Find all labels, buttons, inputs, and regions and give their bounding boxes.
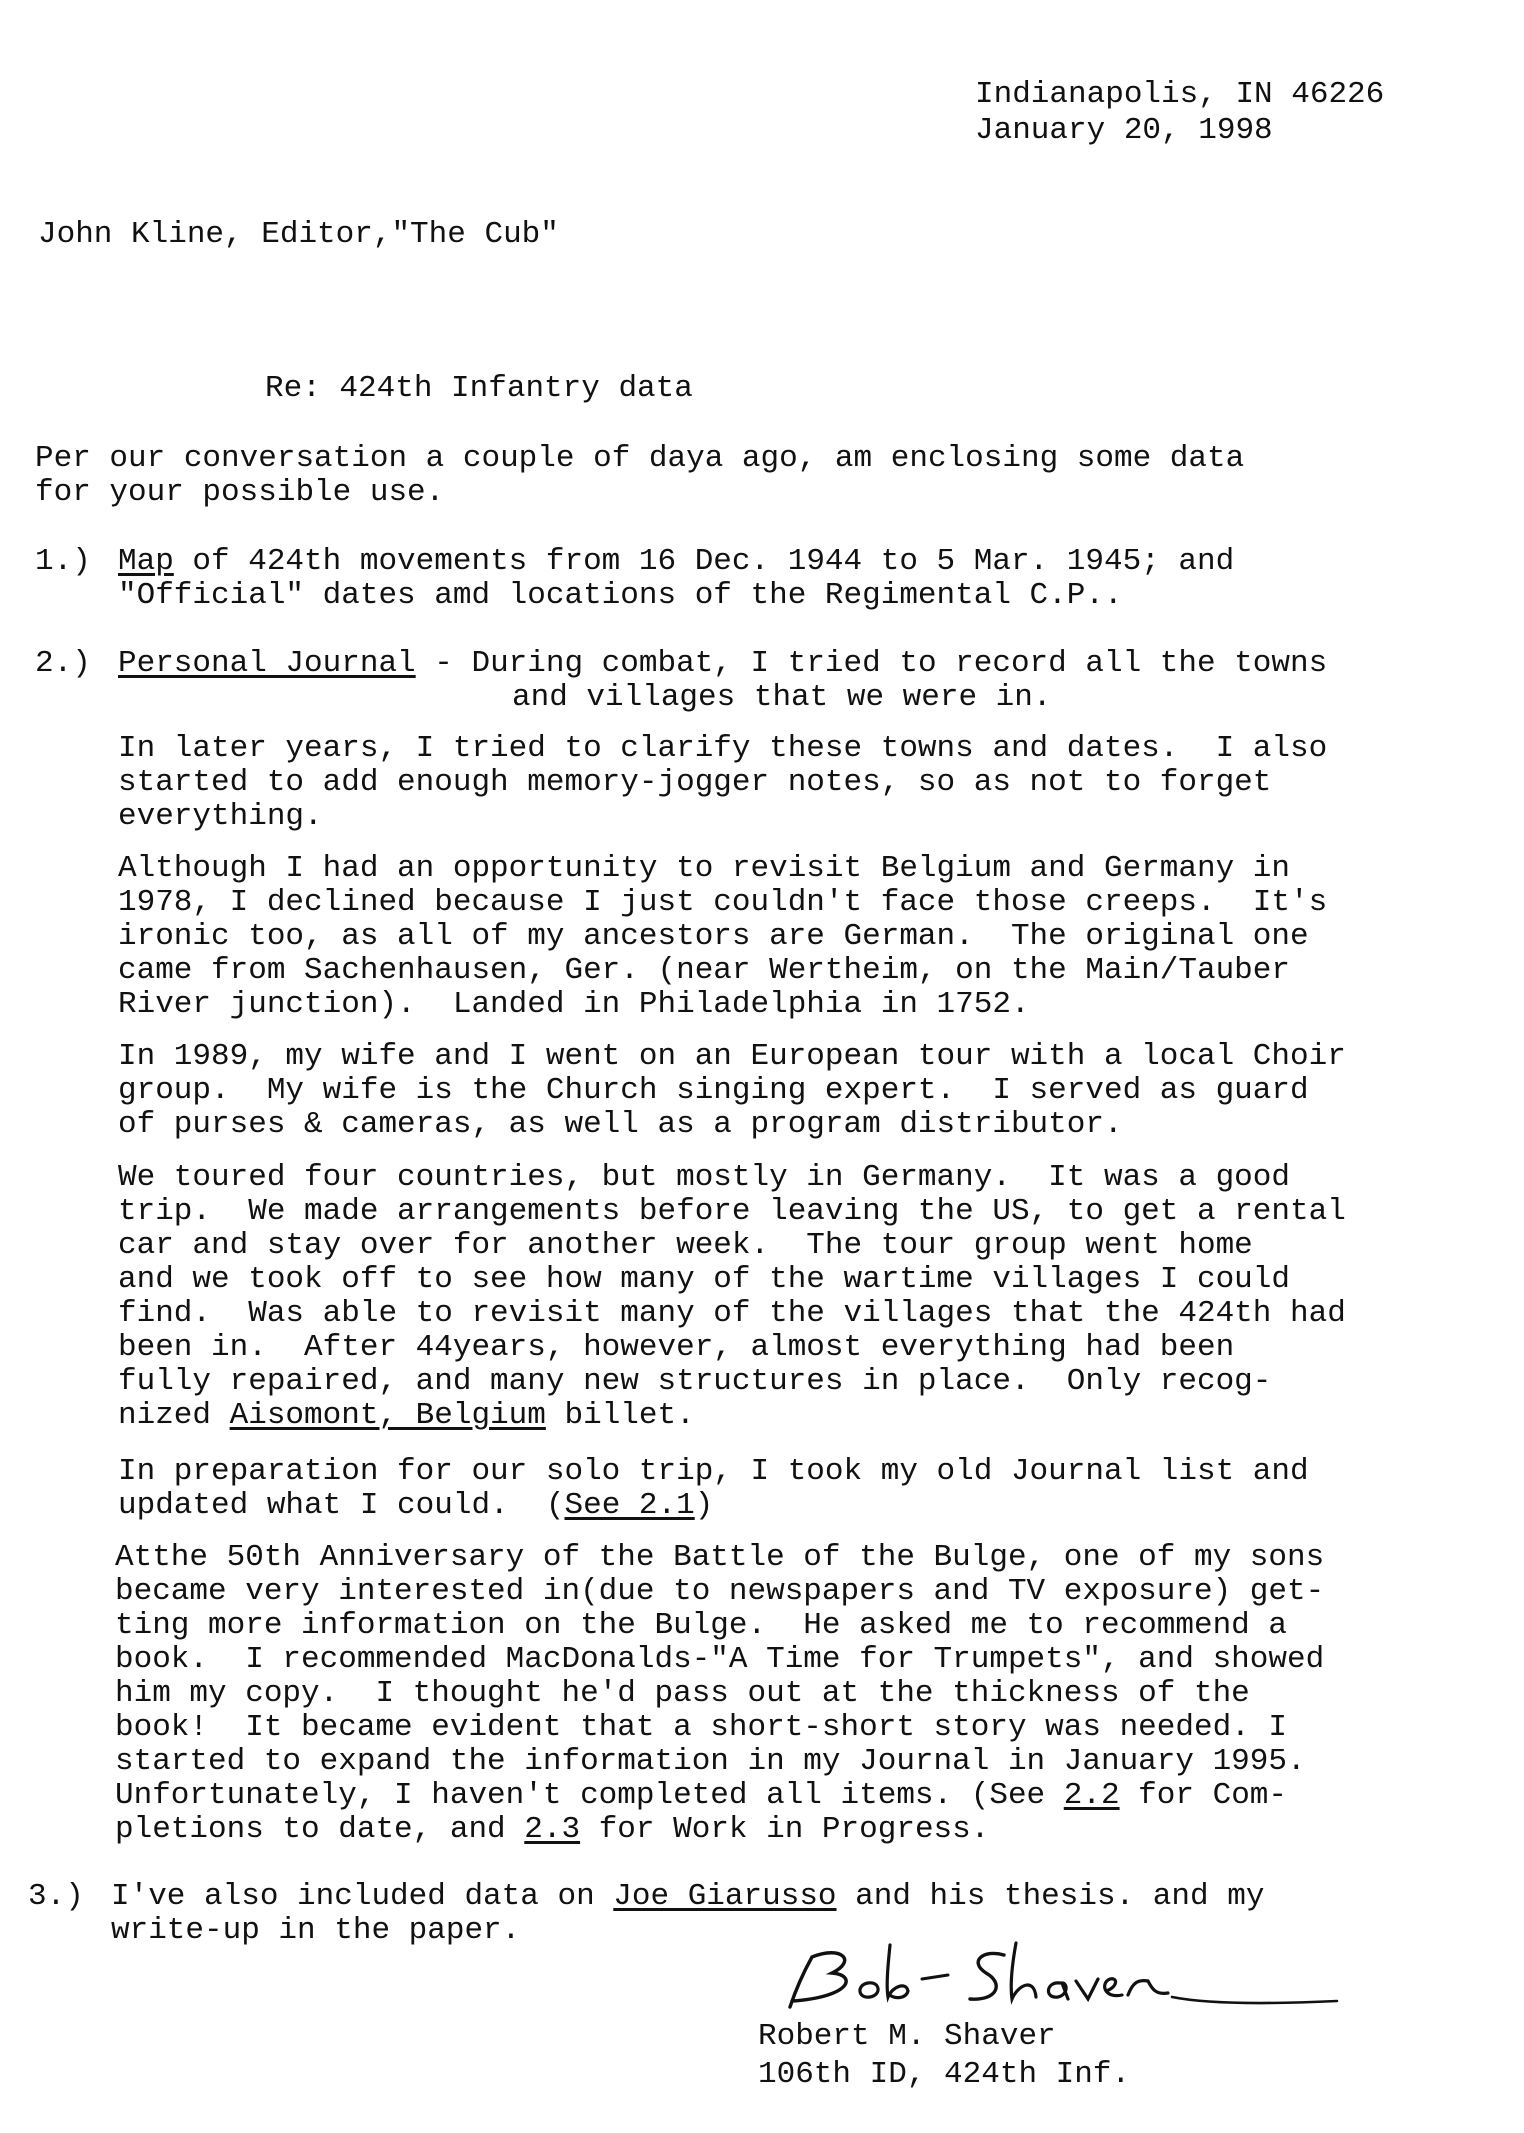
para-text: nized — [118, 1398, 230, 1433]
item2-para4 — [118, 1161, 1346, 1433]
addressee: John Kline, Editor,"The Cub" — [38, 217, 559, 252]
para-line: Although I had an opportunity to revisit Belgium and Germany in — [118, 851, 1290, 886]
para-text: updated what I could. ( — [118, 1488, 565, 1523]
para-text: for Work in Progress. — [580, 1812, 990, 1847]
para-line: find. Was able to revisit many of the villages that the 424th had — [118, 1296, 1346, 1331]
para-text: Unfortunately, I haven't completed all items. (See — [115, 1778, 1064, 1813]
item3-number: 3.) — [28, 1879, 84, 1914]
para-line: group. My wife is the Church singing expert. I served as guard — [118, 1073, 1309, 1108]
item2-para1 — [118, 732, 1327, 834]
para-line: car and stay over for another week. The tour group went home — [118, 1228, 1253, 1263]
item1-line2: "Official" dates amd locations of the Regimental C.P.. — [118, 578, 1123, 613]
para-line — [115, 1813, 1324, 1847]
item1-number: 1.) — [35, 544, 91, 579]
para-text: ) — [694, 1488, 714, 1523]
see-2-2-link: 2.2 — [1063, 1778, 1120, 1813]
para-line: everything. — [118, 799, 323, 834]
para-line: became very interested in(due to newspapers and TV exposure) get- — [115, 1574, 1325, 1609]
intro-line: Per our conversation a couple of daya ago, am enclosing some data — [35, 441, 1245, 476]
intro-paragraph — [35, 442, 1244, 510]
para-line: and we took off to see how many of the wartime villages I could — [118, 1262, 1290, 1297]
para-text: billet. — [545, 1398, 695, 1433]
item3-text: I've also included data on — [111, 1879, 614, 1914]
joe-giarusso-link: Joe Giarusso — [613, 1879, 837, 1914]
aisomont-link: Aisomont, Belgium — [229, 1398, 546, 1433]
para-line: We toured four countries, but mostly in Germany. It was a good — [118, 1160, 1290, 1195]
subject-line: Re: 424th Infantry data — [265, 371, 693, 406]
para-line: In preparation for our solo trip, I took my old Journal list and — [118, 1454, 1309, 1489]
para-line: been in. After 44years, however, almost everything had been — [118, 1330, 1235, 1365]
para-line: started to add enough memory-jogger notes, so as not to forget — [118, 765, 1272, 800]
para-line: of purses & cameras, as well as a program distributor. — [118, 1107, 1123, 1142]
item2-para2 — [118, 852, 1327, 1022]
item3-line2: write-up in the paper. — [111, 1913, 521, 1948]
para-line: ironic too, as all of my ancestors are German. The original one — [118, 919, 1309, 954]
header-date: January 20, 1998 — [975, 113, 1273, 148]
para-text: for Com- — [1119, 1778, 1288, 1813]
item1-line1-text: of 424th movements from 16 Dec. 1944 to 5 Mar. 1945; and — [173, 544, 1235, 579]
item2-heading: Personal Journal — [118, 646, 416, 681]
para-line: book. I recommended MacDonalds-"A Time for Trumpets", and showed — [115, 1642, 1325, 1677]
para-text: pletions to date, and — [115, 1812, 525, 1847]
para-line: ting more information on the Bulge. He asked me to recommend a — [115, 1608, 1287, 1643]
item1-line1 — [118, 545, 1234, 579]
para-line: In 1989, my wife and I went on an European tour with a local Choir — [118, 1039, 1346, 1074]
handwritten-signature — [772, 1935, 1342, 2025]
para-line — [118, 1399, 1346, 1433]
para-line — [115, 1779, 1324, 1813]
para-line: River junction). Landed in Philadelphia in 1752. — [118, 987, 1030, 1022]
item1-map-link: Map — [118, 544, 174, 579]
item2-number: 2.) — [35, 646, 91, 681]
item3-line1 — [111, 1880, 1264, 1914]
item2-line1 — [118, 647, 1327, 681]
intro-line: for your possible use. — [35, 475, 445, 510]
see-2-1-link: See 2.1 — [564, 1488, 695, 1523]
item3-text: and his thesis. and my — [836, 1879, 1265, 1914]
para-line — [118, 1489, 1309, 1523]
para-line: started to expand the information in my Journal in January 1995. — [115, 1744, 1306, 1779]
item2-para6 — [115, 1541, 1324, 1847]
header-city: Indianapolis, IN 46226 — [975, 77, 1385, 112]
para-line: Atthe 50th Anniversary of the Battle of the Bulge, one of my sons — [115, 1540, 1325, 1575]
para-line: came from Sachenhausen, Ger. (near Wertheim, on the Main/Tauber — [118, 953, 1290, 988]
para-line: 1978, I declined because I just couldn't face those creeps. It's — [118, 885, 1328, 920]
signature-unit: 106th ID, 424th Inf. — [758, 2057, 1131, 2092]
para-line: him my copy. I thought he'd pass out at the thickness of the — [115, 1676, 1250, 1711]
item2-para5 — [118, 1455, 1309, 1523]
signature-name: Robert M. Shaver — [758, 2019, 1056, 2054]
para-line: In later years, I tried to clarify these towns and dates. I also — [118, 731, 1328, 766]
item2-line2: and villages that we were in. — [512, 680, 1052, 715]
para-line: book! It became evident that a short-short story was needed. I — [115, 1710, 1287, 1745]
item2-line1-text: - During combat, I tried to record all the towns — [415, 646, 1328, 681]
para-line: trip. We made arrangements before leaving the US, to get a rental — [118, 1194, 1346, 1229]
para-line: fully repaired, and many new structures in place. Only recog- — [118, 1364, 1272, 1399]
item2-para3 — [118, 1040, 1346, 1142]
see-2-3-link: 2.3 — [524, 1812, 581, 1847]
